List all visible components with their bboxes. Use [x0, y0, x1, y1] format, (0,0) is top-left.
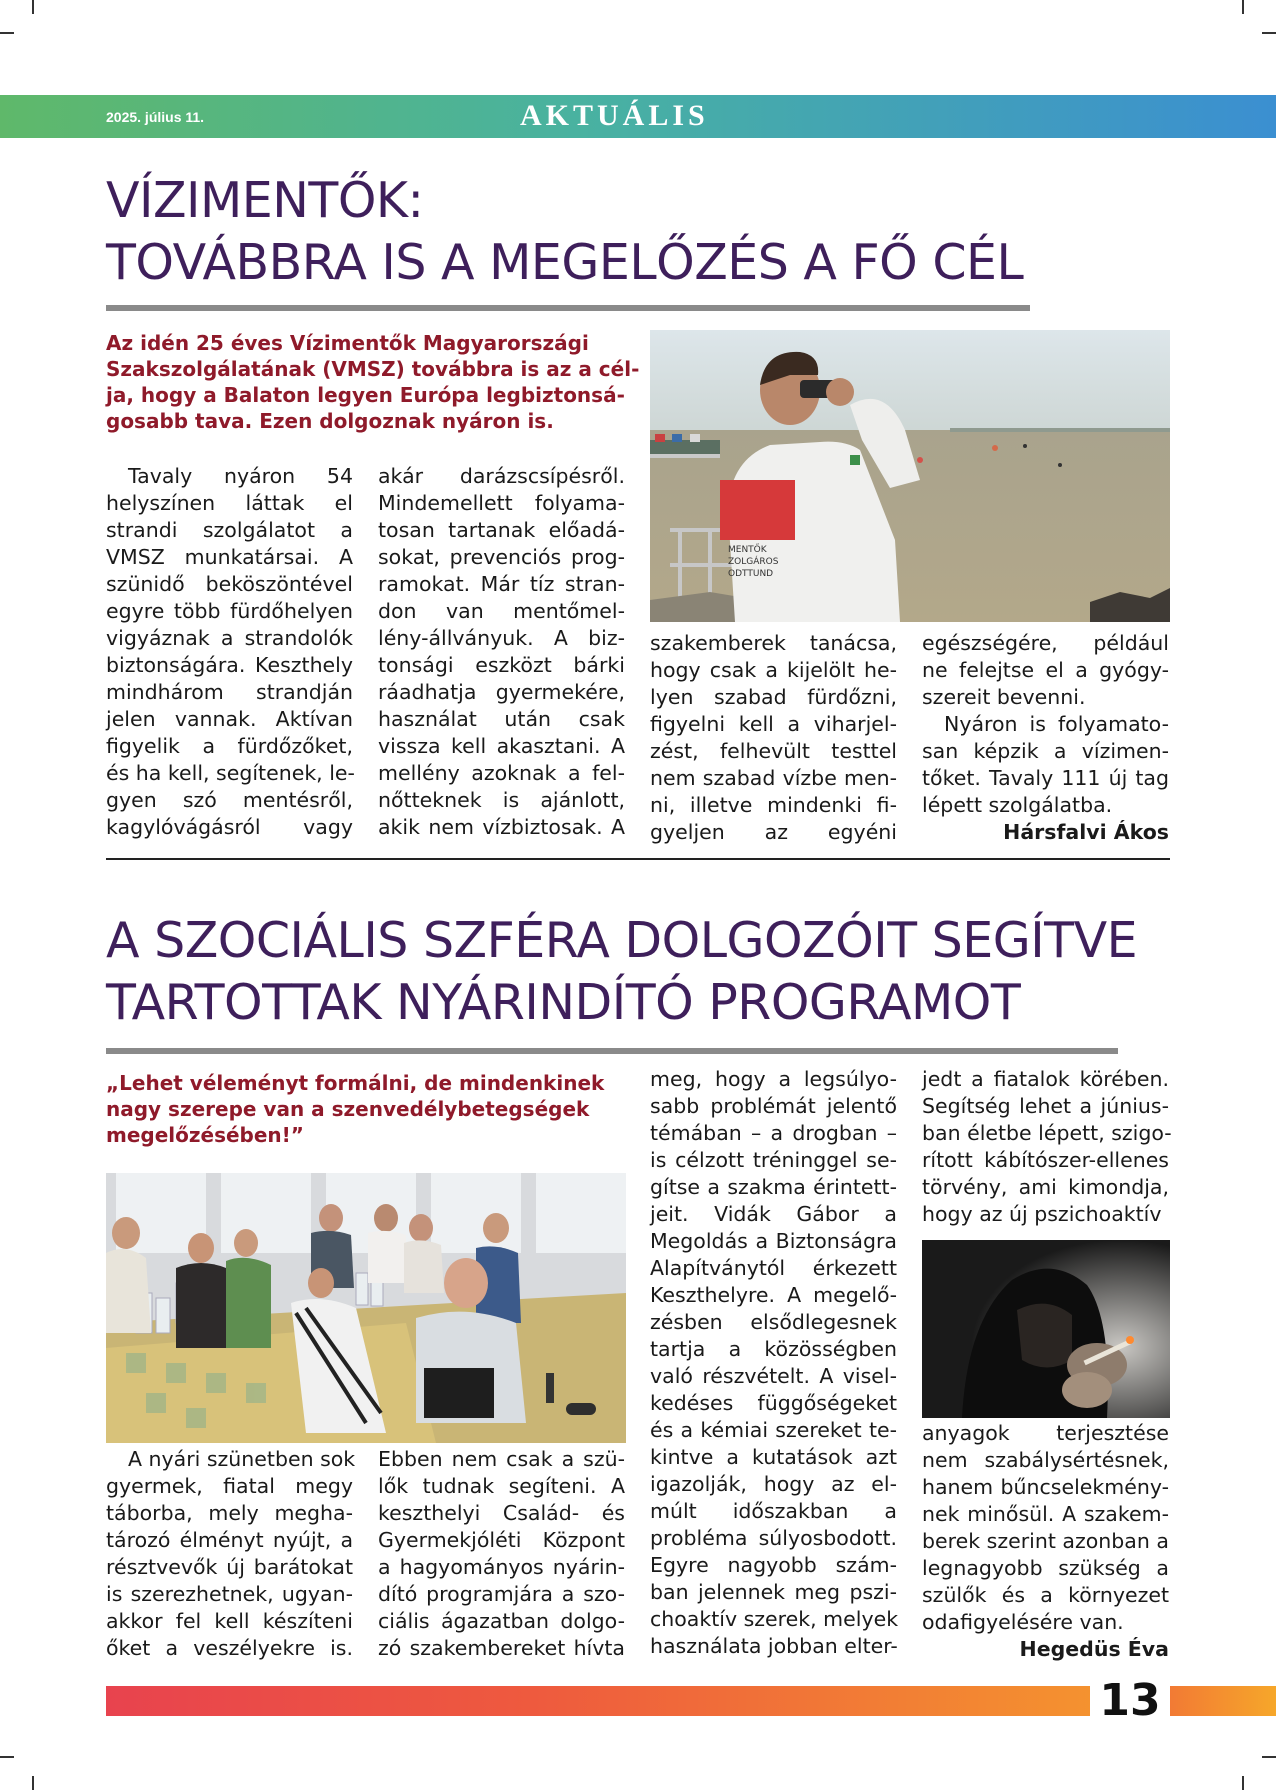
article2-column-2	[378, 1446, 625, 1662]
text-line: tartja a közösségben	[650, 1337, 897, 1361]
article2-column-1	[106, 1446, 356, 1662]
crop-mark-tl	[0, 32, 14, 34]
lead-line: gosabb tava. Ezen dolgoznak nyáron is.	[106, 409, 554, 433]
article2-headline	[106, 910, 1137, 1034]
text-line: nőtteknek is ajánlott,	[378, 788, 625, 812]
text-line: keszthelyi Család- és	[378, 1501, 625, 1525]
text-line: kedéses függőségeket	[650, 1391, 897, 1415]
text-line: Megoldás a Biztonságra	[650, 1229, 897, 1253]
text-line: zésben elsődlegesnek	[650, 1310, 897, 1334]
article2-lead	[106, 1070, 604, 1148]
article2-column-3	[650, 1066, 897, 1660]
text-line: és a kémiai szereket te-	[650, 1418, 897, 1442]
text-line: tosan tartanak előadá-	[378, 518, 625, 542]
text-line: akár darázscsípésről.	[378, 464, 625, 488]
text-line: kagylóvágásról vagy	[106, 815, 353, 839]
text-line: berek szerint azonban a	[922, 1529, 1169, 1553]
lifeguard-photo	[650, 330, 1170, 622]
text-line: ban életbe lépett, szigo-	[922, 1121, 1172, 1145]
smoking-photo	[922, 1240, 1170, 1418]
text-line: gítse a szakma érintett-	[650, 1175, 897, 1199]
text-line: don van mentőmel-	[378, 599, 625, 623]
text-line: anyagok terjesztése	[922, 1421, 1169, 1445]
headline-line: A SZOCIÁLIS SZFÉRA DOLGOZÓIT SEGÍTVE	[106, 912, 1138, 969]
text-line: gyeljen az egyéni	[650, 820, 897, 844]
text-line: akik nem vízbiztosak. A	[378, 815, 625, 839]
text-line: lépett szolgálatba.	[922, 793, 1113, 817]
text-line: meg, hogy a legsúlyo-	[650, 1067, 897, 1091]
headline-line: TARTOTTAK NYÁRINDÍTÓ PROGRAMOT	[106, 974, 1021, 1031]
text-line: vigyáznak a strandolók	[106, 626, 353, 650]
article-divider	[106, 858, 1170, 860]
text-line: Gyermekjóléti Központ	[378, 1528, 625, 1552]
crop-mark-bl-v	[32, 1776, 34, 1790]
issue-date: 2025. július 11.	[106, 109, 205, 125]
text-line: ne felejtse el a gyógy-	[922, 658, 1169, 682]
article1-column-1	[106, 463, 353, 841]
shirt-print: MENTŐK	[728, 545, 767, 555]
text-line: legnagyobb szükség a	[922, 1556, 1169, 1580]
text-line: gyermek, fiatal megy	[106, 1474, 353, 1498]
text-line: zést, felhevült testtel	[650, 739, 897, 763]
text-line: akkor fel kell készíteni	[106, 1609, 353, 1633]
text-line: san képzik a vízimen-	[922, 739, 1169, 763]
article2-column-4-top	[922, 1066, 1172, 1228]
text-line: való részvételt. A visel-	[650, 1364, 897, 1388]
page-number: 13	[1090, 1678, 1170, 1724]
text-line: témában – a drogban –	[650, 1121, 897, 1145]
text-line: hanem bűncselekmény-	[922, 1475, 1169, 1499]
text-line: igazolják, hogy az el-	[650, 1472, 897, 1496]
meeting-photo	[106, 1173, 626, 1443]
text-line: nek minősül. A szakem-	[922, 1502, 1169, 1526]
text-line: ráadhatja gyermekére,	[378, 680, 625, 704]
footer-bar	[106, 1686, 1172, 1716]
text-line: jedt a fiatalok körében.	[922, 1067, 1169, 1091]
text-line: strandi szolgálatot a	[106, 518, 353, 542]
text-line: egyre több fürdőhelyen	[106, 599, 353, 623]
text-line: figyelni kell a viharjel-	[650, 712, 897, 736]
lead-line: nagy szerepe van a szenvedélybetegségek	[106, 1097, 590, 1121]
text-line: Alapítványtól érkezett	[650, 1256, 897, 1280]
crop-mark-br	[1262, 1756, 1276, 1758]
text-line: tőket. Tavaly 111 új tag	[922, 766, 1169, 790]
text-line: is célzott tréninggel se-	[650, 1148, 897, 1172]
text-line: szünidő beköszöntével	[106, 572, 353, 596]
article1-headline	[106, 170, 1023, 294]
headline-line: VÍZIMENTŐK:	[106, 172, 424, 229]
crop-mark-tr-v	[1242, 0, 1244, 14]
headline-rule	[106, 305, 1030, 311]
text-line: lény-állványuk. A biz-	[378, 626, 625, 650]
text-line: figyelik a fürdőzőket,	[106, 734, 353, 758]
text-line: jelen vannak. Aktívan	[106, 707, 353, 731]
article2-column-4-bottom	[922, 1420, 1169, 1663]
text-line: Segítség lehet a június-	[922, 1094, 1169, 1118]
article1-column-3	[650, 630, 897, 846]
text-line: zó szakembereket hívta	[378, 1636, 625, 1660]
shirt-print: ZOLGÁROS	[728, 557, 779, 567]
text-line: dító programjára a szo-	[378, 1582, 625, 1606]
author-signature: Hársfalvi Ákos	[1003, 820, 1169, 844]
lead-line: Szakszolgálatának (VMSZ) továbbra is az a cél-	[106, 357, 640, 381]
article1-column-2	[378, 463, 625, 841]
text-line: táborba, mely megha-	[106, 1501, 353, 1525]
text-line: sokat, prevenciós prog-	[378, 545, 625, 569]
text-line: Ebben nem csak a szü-	[378, 1447, 625, 1471]
text-line: szereit bevenni.	[922, 685, 1086, 709]
text-line: vissza kell akasztani. A	[378, 734, 625, 758]
crop-mark-tr	[1262, 32, 1276, 34]
text-line: odafigyelésére van.	[922, 1610, 1124, 1634]
text-line: is szerezhetnek, ugyan-	[106, 1582, 353, 1606]
crop-mark-tl-v	[32, 0, 34, 14]
text-line: biztonságára. Keszthely	[106, 653, 353, 677]
text-line: múlt időszakban a	[650, 1499, 897, 1523]
article1-column-4	[922, 630, 1169, 846]
text-line: A nyári szünetben sok	[128, 1447, 356, 1471]
text-line: hogy az új pszichoaktív	[922, 1202, 1162, 1226]
text-line: gyen szó mentésről,	[106, 788, 353, 812]
lead-line: ja, hogy a Balaton legyen Európa legbiztonsá-	[106, 383, 625, 407]
text-line: hogy csak a kijelölt he-	[650, 658, 897, 682]
crop-mark-br-v	[1242, 1776, 1244, 1790]
author-signature: Hegedüs Éva	[1019, 1637, 1169, 1661]
text-line: choaktív szerek, melyek	[650, 1607, 899, 1631]
text-line: mindhárom strandján	[106, 680, 353, 704]
text-line: lyen szabad fürdőzni,	[650, 685, 897, 709]
shirt-print: ODTTUND	[728, 569, 774, 579]
text-line: VMSZ munkatársai. A	[106, 545, 353, 569]
text-line: Egyre nagyobb szám-	[650, 1553, 897, 1577]
text-line: és ha kell, segítenek, le-	[106, 761, 355, 785]
text-line: kintve a kutatások azt	[650, 1445, 897, 1469]
lead-line: „Lehet véleményt formálni, de mindenkinek	[106, 1071, 605, 1095]
text-line: Tavaly nyáron 54	[128, 464, 353, 488]
text-line: használata jobban elter-	[650, 1634, 898, 1658]
text-line: tározó élményt nyújt, a	[106, 1528, 353, 1552]
lead-line: Az idén 25 éves Vízimentők Magyarországi	[106, 331, 589, 355]
text-line: ni, illetve mindenki fi-	[650, 793, 897, 817]
headline-rule	[106, 1048, 1118, 1054]
header-bar	[0, 95, 1276, 138]
text-line: szülők és a környezet	[922, 1583, 1169, 1607]
text-line: Nyáron is folyamato-	[944, 712, 1169, 736]
text-line: őket a veszélyekre is.	[106, 1636, 353, 1660]
article1-lead	[106, 330, 639, 434]
text-line: egészségére, például	[922, 631, 1169, 655]
text-line: ban jelennek meg pszi-	[650, 1580, 897, 1604]
headline-line: TOVÁBBRA IS A MEGELŐZÉS A FŐ CÉL	[106, 234, 1024, 291]
text-line: mellény azoknak a fel-	[378, 761, 625, 785]
text-line: Keszthelyre. A megelő-	[650, 1283, 897, 1307]
text-line: tonsági eszközt bárki	[378, 653, 625, 677]
section-title: AKTUÁLIS	[520, 99, 709, 132]
text-line: a hagyományos nyárin-	[378, 1555, 625, 1579]
text-line: szakemberek tanácsa,	[650, 631, 897, 655]
text-line: nem szabálysértésnek,	[922, 1448, 1169, 1472]
lead-line: megelőzésében!”	[106, 1123, 304, 1147]
text-line: lők tudnak segíteni. A	[378, 1474, 625, 1498]
text-line: rított kábítószer-ellenes	[922, 1148, 1169, 1172]
text-line: résztvevők új barátokat	[106, 1555, 353, 1579]
text-line: törvény, ami kimondja,	[922, 1175, 1169, 1199]
footer-bar-right	[1170, 1686, 1276, 1716]
text-line: sabb problémát jelentő	[650, 1094, 897, 1118]
text-line: jeit. Vidák Gábor a	[650, 1202, 897, 1226]
text-line: helyszínen láttak el	[106, 491, 353, 515]
text-line: nem szabad vízbe men-	[650, 766, 897, 790]
crop-mark-bl	[0, 1756, 14, 1758]
text-line: használat után csak	[378, 707, 625, 731]
text-line: ramokat. Már tíz stran-	[378, 572, 625, 596]
text-line: Mindemellett folyama-	[378, 491, 625, 515]
text-line: probléma súlyosbodott.	[650, 1526, 897, 1550]
text-line: ciális ágazatban dolgo-	[378, 1609, 625, 1633]
